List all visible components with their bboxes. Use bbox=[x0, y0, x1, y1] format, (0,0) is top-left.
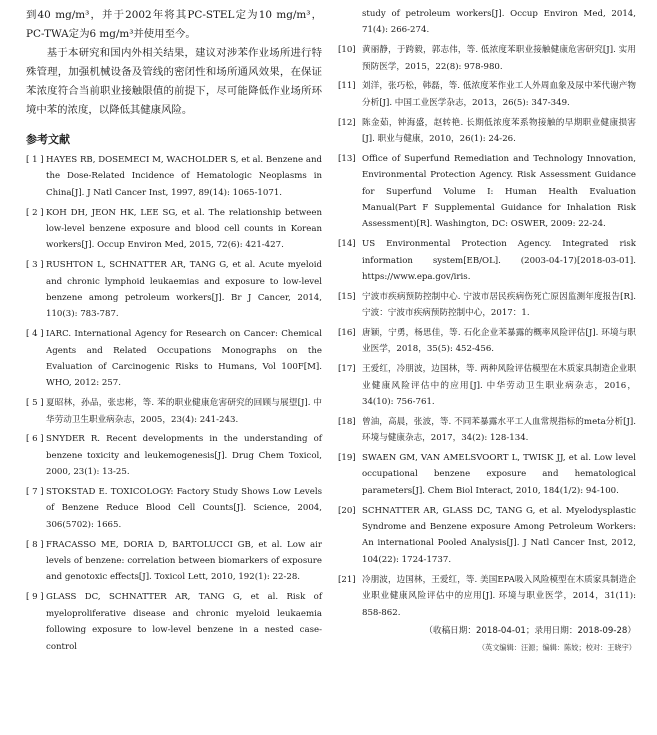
editorial-credits: （英文编辑：汪源；编辑：陈姣；校对：王晓宇） bbox=[477, 643, 636, 653]
reference-number: [21] bbox=[338, 574, 356, 585]
reference-item bbox=[338, 361, 636, 410]
reference-text: SNYDER R. Recent developments in the understanding of benzene toxicity and leukemogenesis[J]. Drug Chem Toxicol, 2000, 23(1): 13-25. bbox=[46, 434, 322, 478]
right-column bbox=[338, 6, 636, 655]
body-paragraph-2: 基于本研究和国内外相关结果，建议对涉苯作业场所进行特殊管理，加强机械设备及管线的密闭性和场所通风效果，在保证苯浓度符合当前职业接触限值的前提下，尽可能降低作业场所环境中苯的浓度，以降低其健康风险。 bbox=[26, 47, 322, 116]
reference-text: 刘洋，张巧松，韩磊，等. 低浓度苯作业工人外周血象及尿中苯代谢产物分析[J]. 中国工业医学杂志，2013，26(5): 347-349. bbox=[362, 81, 636, 108]
reference-text: 曾油，高晨，张波，等. 不同苯暴露水平工人血常规指标的meta分析[J]. 环境与健康杂志，2017，34(2): 128-134. bbox=[362, 416, 636, 444]
reference-item bbox=[338, 503, 636, 569]
reference-number: [ 5 ] bbox=[26, 398, 44, 409]
reference-number: [ 1 ] bbox=[26, 155, 44, 165]
reference-number: [14] bbox=[338, 239, 356, 250]
reference-item bbox=[338, 289, 636, 322]
reference-item bbox=[26, 589, 322, 655]
reference-text: 冷朋波，边国林，王爱红，等. 美国EPA吸入风险模型在木质家具制造企业职业健康风险评估中的应用[J]. 环境与职业医学，2014，31(11): 858-862. bbox=[362, 574, 636, 618]
reference-number: [ 8 ] bbox=[26, 539, 44, 550]
reference-text: 黄丽静，于跨毅，郭志伟，等. 低浓度苯职业接触健康危害研究[J]. 实用预防医学，2015，22(8): 978-980. bbox=[362, 45, 636, 72]
body-paragraph-1: 到40 mg/m³，并于2002年将其PC-STEL定为10 mg/m³，PC-TWA定为6 mg/m³并使用至今。 bbox=[26, 9, 322, 40]
reference-text: 唐颖，宁勇，杨思佳，等. 石化企业苯暴露的概率风险评估[J]. 环境与职业医学，2018，35(5): 452-456. bbox=[362, 328, 636, 355]
reference-item bbox=[26, 205, 322, 254]
reference-number: [10] bbox=[338, 45, 356, 56]
reference-number: [ 6 ] bbox=[26, 434, 44, 445]
reference-item bbox=[26, 326, 322, 392]
reference-item bbox=[26, 152, 322, 201]
reference-text: SCHNATTER AR, GLASS DC, TANG G, et al. Myelodysplastic Syndrome and Benzene exposure Among Petroleum Workers: An international Pooled Analysis[J]. J Natl Cancer Inst, 2012, 104(22): 1724-1737. bbox=[362, 505, 636, 565]
reference-text: IARC. International Agency for Research on Cancer: Chemical Agents and Related Occupations Monographs on the Evaluation of Carcinogenic Risks to Humans, Vol 100F[M]. WHO, 2012: 257. bbox=[46, 329, 322, 389]
left-column bbox=[26, 6, 322, 658]
reference-text: Office of Superfund Remediation and Technology Innovation, Environmental Protection Agency. Risk Assessment Guidance for Superfund Volume I: Human Health Evaluation Manual(Part F Supplemental Guidance for Inhalation Risk Assessment)[R]. Washington, DC: OSWER, 2009: 22-24. bbox=[362, 153, 636, 230]
reference-text: SWAEN GM, VAN AMELSVOORT L, TWISK JJ, et al. Low level occupational benzene exposure and hematological parameters[J]. Chem Biol Interact, 2010, 184(1/2): 94-100. bbox=[362, 453, 636, 496]
reference-text: 宁波市疾病预防控制中心. 宁波市居民疾病伤死亡原因监测年度报告[R]. 宁波：宁波市疾病预防控制中心，2017：1. bbox=[362, 291, 636, 319]
reference-item bbox=[338, 450, 636, 499]
received-accepted-dates: （收稿日期：2018-04-01；录用日期：2018-09-28） bbox=[424, 626, 636, 637]
reference-number: [ 9 ] bbox=[26, 592, 44, 603]
reference-text: US Environmental Protection Agency. Integrated risk information system[EB/OL]. (2003-04-17)[2018-03-01]. https://www.epa.gov/iris. bbox=[362, 239, 636, 283]
reference-text: GLASS DC, SCHNATTER AR, TANG G, et al. Risk of myeloproliferative disease and chronic myeloid leukaemia following exposure to low-level benzene in a nested case-control bbox=[46, 592, 322, 652]
reference-item bbox=[338, 414, 636, 447]
reference-number: [20] bbox=[338, 505, 356, 516]
reference-number: [12] bbox=[338, 117, 356, 128]
reference-number: [13] bbox=[338, 153, 356, 164]
reference-number: [17] bbox=[338, 364, 356, 375]
reference-item bbox=[338, 325, 636, 358]
reference-item bbox=[26, 257, 322, 323]
reference-item bbox=[26, 537, 322, 586]
reference-number: [16] bbox=[338, 328, 356, 339]
reference-list-left bbox=[26, 152, 322, 655]
reference-number: [ 7 ] bbox=[26, 487, 44, 498]
reference-text: study of petroleum workers[J]. Occup Environ Med, 2014, 71(4): 266-274. bbox=[362, 9, 636, 36]
reference-text: FRACASSO ME, DORIA D, BARTOLUCCI GB, et al. Low air levels of benzene: correlation between biomarkers of exposure and genotoxic effects[J]. Toxicol Lett, 2010, 192(1): 22-28. bbox=[46, 539, 322, 583]
reference-item bbox=[338, 78, 636, 111]
reference-number: [11] bbox=[338, 81, 356, 92]
reference-number: [18] bbox=[338, 416, 356, 427]
reference-item bbox=[338, 115, 636, 148]
reference-number: [ 3 ] bbox=[26, 260, 44, 271]
reference-list-right bbox=[338, 6, 636, 621]
reference-text: HAYES RB, DOSEMECI M, WACHOLDER S, et al. Benzene and the Dose-Related Incidence of Hematologic Neoplasms in China[J]. J Natl Cancer Inst, 1997, 89(14): 1065-1071. bbox=[46, 155, 322, 198]
reference-text: 陈金茹，钟海盛，赵转艳. 长期低浓度苯系物接触的早期职业健康损害[J]. 职业与健康，2010，26(1): 24-26. bbox=[362, 117, 636, 145]
reference-number: [ 4 ] bbox=[26, 329, 44, 340]
reference-number: [19] bbox=[338, 453, 356, 464]
references-heading: 参考文献 bbox=[26, 133, 70, 146]
reference-item bbox=[338, 151, 636, 233]
reference-text: RUSHTON L, SCHNATTER AR, TANG G, et al. Acute myeloid and chronic lymphoid leukaemias and exposure to low-level benzene among petroleum workers[J]. Br J Cancer, 2014, 110(3): 783-787. bbox=[46, 260, 322, 320]
reference-item bbox=[26, 431, 322, 480]
reference-item bbox=[338, 572, 636, 621]
reference-number: [15] bbox=[338, 291, 356, 302]
reference-item bbox=[26, 484, 322, 533]
reference-item bbox=[26, 395, 322, 428]
reference-text: 夏昭林，孙品，张忠彬，等. 苯的职业健康危害研究的回顾与展望[J]. 中华劳动卫生职业病杂志，2005，23(4): 241-243. bbox=[46, 398, 322, 425]
reference-text: 王爱红，冷朋波，边国林，等. 两种风险评估模型在木质家具制造企业职业健康风险评估中的应用[J]. 中华劳动卫生职业病杂志，2016，34(10): 756-761. bbox=[362, 364, 636, 408]
reference-item bbox=[338, 42, 636, 75]
reference-text: KOH DH, JEON HK, LEE SG, et al. The relationship between low-level benzene exposure and blood cell counts in Korean workers[J]. Occup Environ Med, 2015, 72(6): 421-427. bbox=[46, 207, 322, 251]
reference-item-continued bbox=[338, 6, 636, 39]
reference-number: [ 2 ] bbox=[26, 207, 44, 218]
reference-text: STOKSTAD E. TOXICOLOGY: Factory Study Shows Low Levels of Benzene Reduce Blood Cell Counts[J]. Science, 2004, 306(5702): 1665. bbox=[46, 487, 322, 530]
reference-item bbox=[338, 236, 636, 285]
